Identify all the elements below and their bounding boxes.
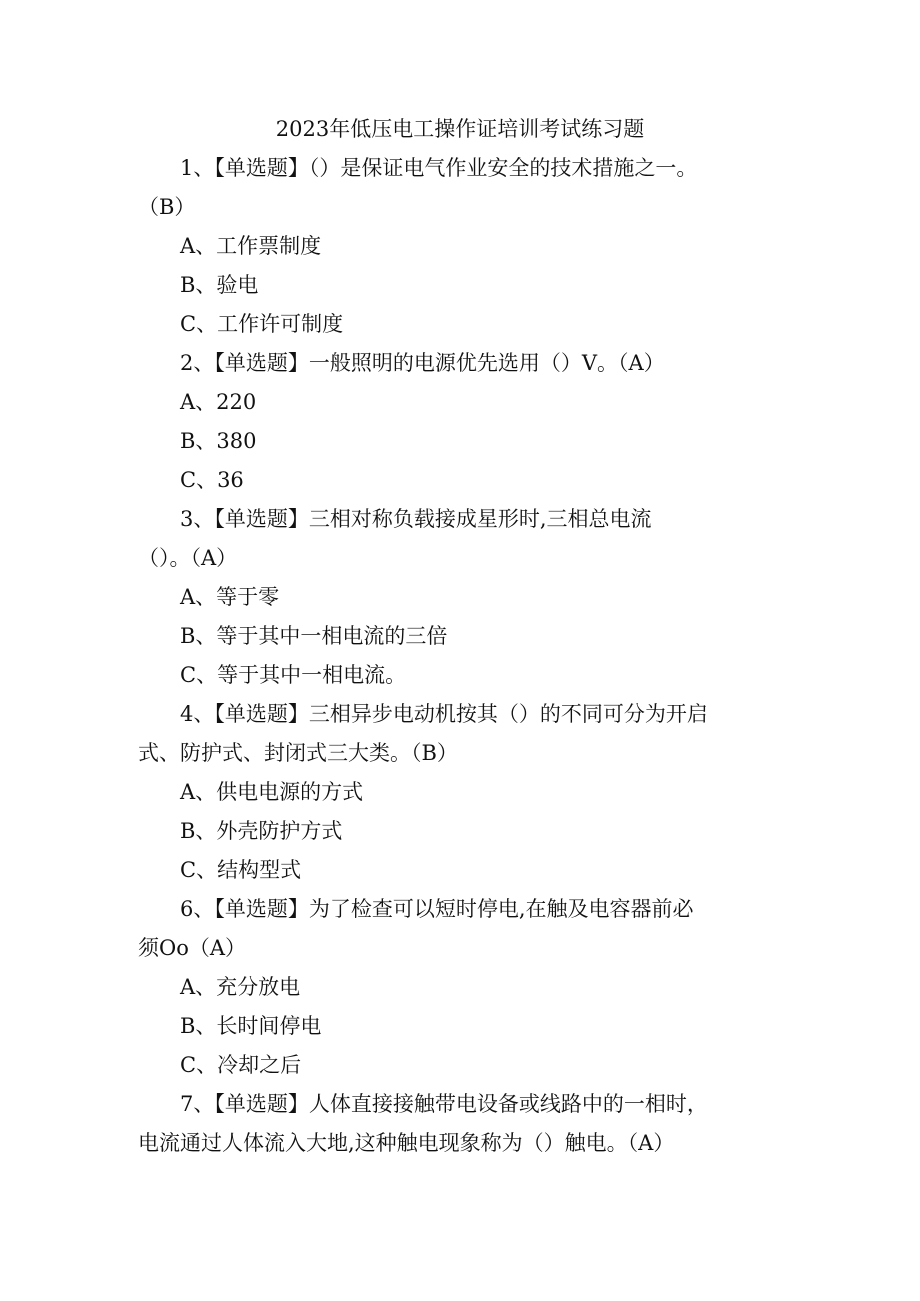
question-1-option-b: B、验电 — [180, 273, 259, 297]
question-1-stem: 1、【单选题】（）是保证电气作业安全的技术措施之一。 — [180, 156, 698, 180]
question-2-stem: 2、【单选题】一般照明的电源优先选用（）V。（A） — [180, 351, 665, 375]
question-3-stem-continued: （）。（A） — [138, 546, 238, 570]
question-2-option-a: A、220 — [180, 390, 257, 414]
question-6-option-c: C、冷却之后 — [180, 1053, 302, 1077]
question-4-option-b: B、外壳防护方式 — [180, 819, 343, 843]
question-1-answer: （B） — [138, 195, 196, 219]
question-6-option-b: B、长时间停电 — [180, 1014, 322, 1038]
question-2-option-c: C、36 — [180, 468, 244, 492]
question-7-stem-continued: 电流通过人体流入大地,这种触电现象称为（）触电。（A） — [138, 1131, 675, 1155]
document-title: 2023年低压电工操作证培训考试练习题 — [275, 117, 645, 141]
question-4-option-c: C、结构型式 — [180, 858, 302, 882]
question-6-option-a: A、充分放电 — [180, 975, 301, 999]
question-2-option-b: B、380 — [180, 429, 257, 453]
question-7-stem: 7、【单选题】人体直接接触带电设备或线路中的一相时， — [180, 1092, 708, 1116]
question-3-option-b: B、等于其中一相电流的三倍 — [180, 624, 448, 648]
question-3-stem: 3、【单选题】三相对称负载接成星形时,三相总电流 — [180, 507, 652, 531]
question-3-option-a: A、等于零 — [180, 585, 280, 609]
question-4-stem: 4、【单选题】三相异步电动机按其（）的不同可分为开启 — [180, 702, 708, 726]
question-1-option-a: A、工作票制度 — [180, 234, 322, 258]
question-6-stem-continued: 须Oo（A） — [138, 936, 247, 960]
question-1-option-c: C、工作许可制度 — [180, 312, 344, 336]
question-4-stem-continued: 式、防护式、封闭式三大类。（B） — [138, 741, 458, 765]
question-6-stem: 6、【单选题】为了检查可以短时停电,在触及电容器前必 — [180, 897, 694, 921]
question-4-option-a: A、供电电源的方式 — [180, 780, 364, 804]
question-3-option-c: C、等于其中一相电流。 — [180, 663, 407, 687]
